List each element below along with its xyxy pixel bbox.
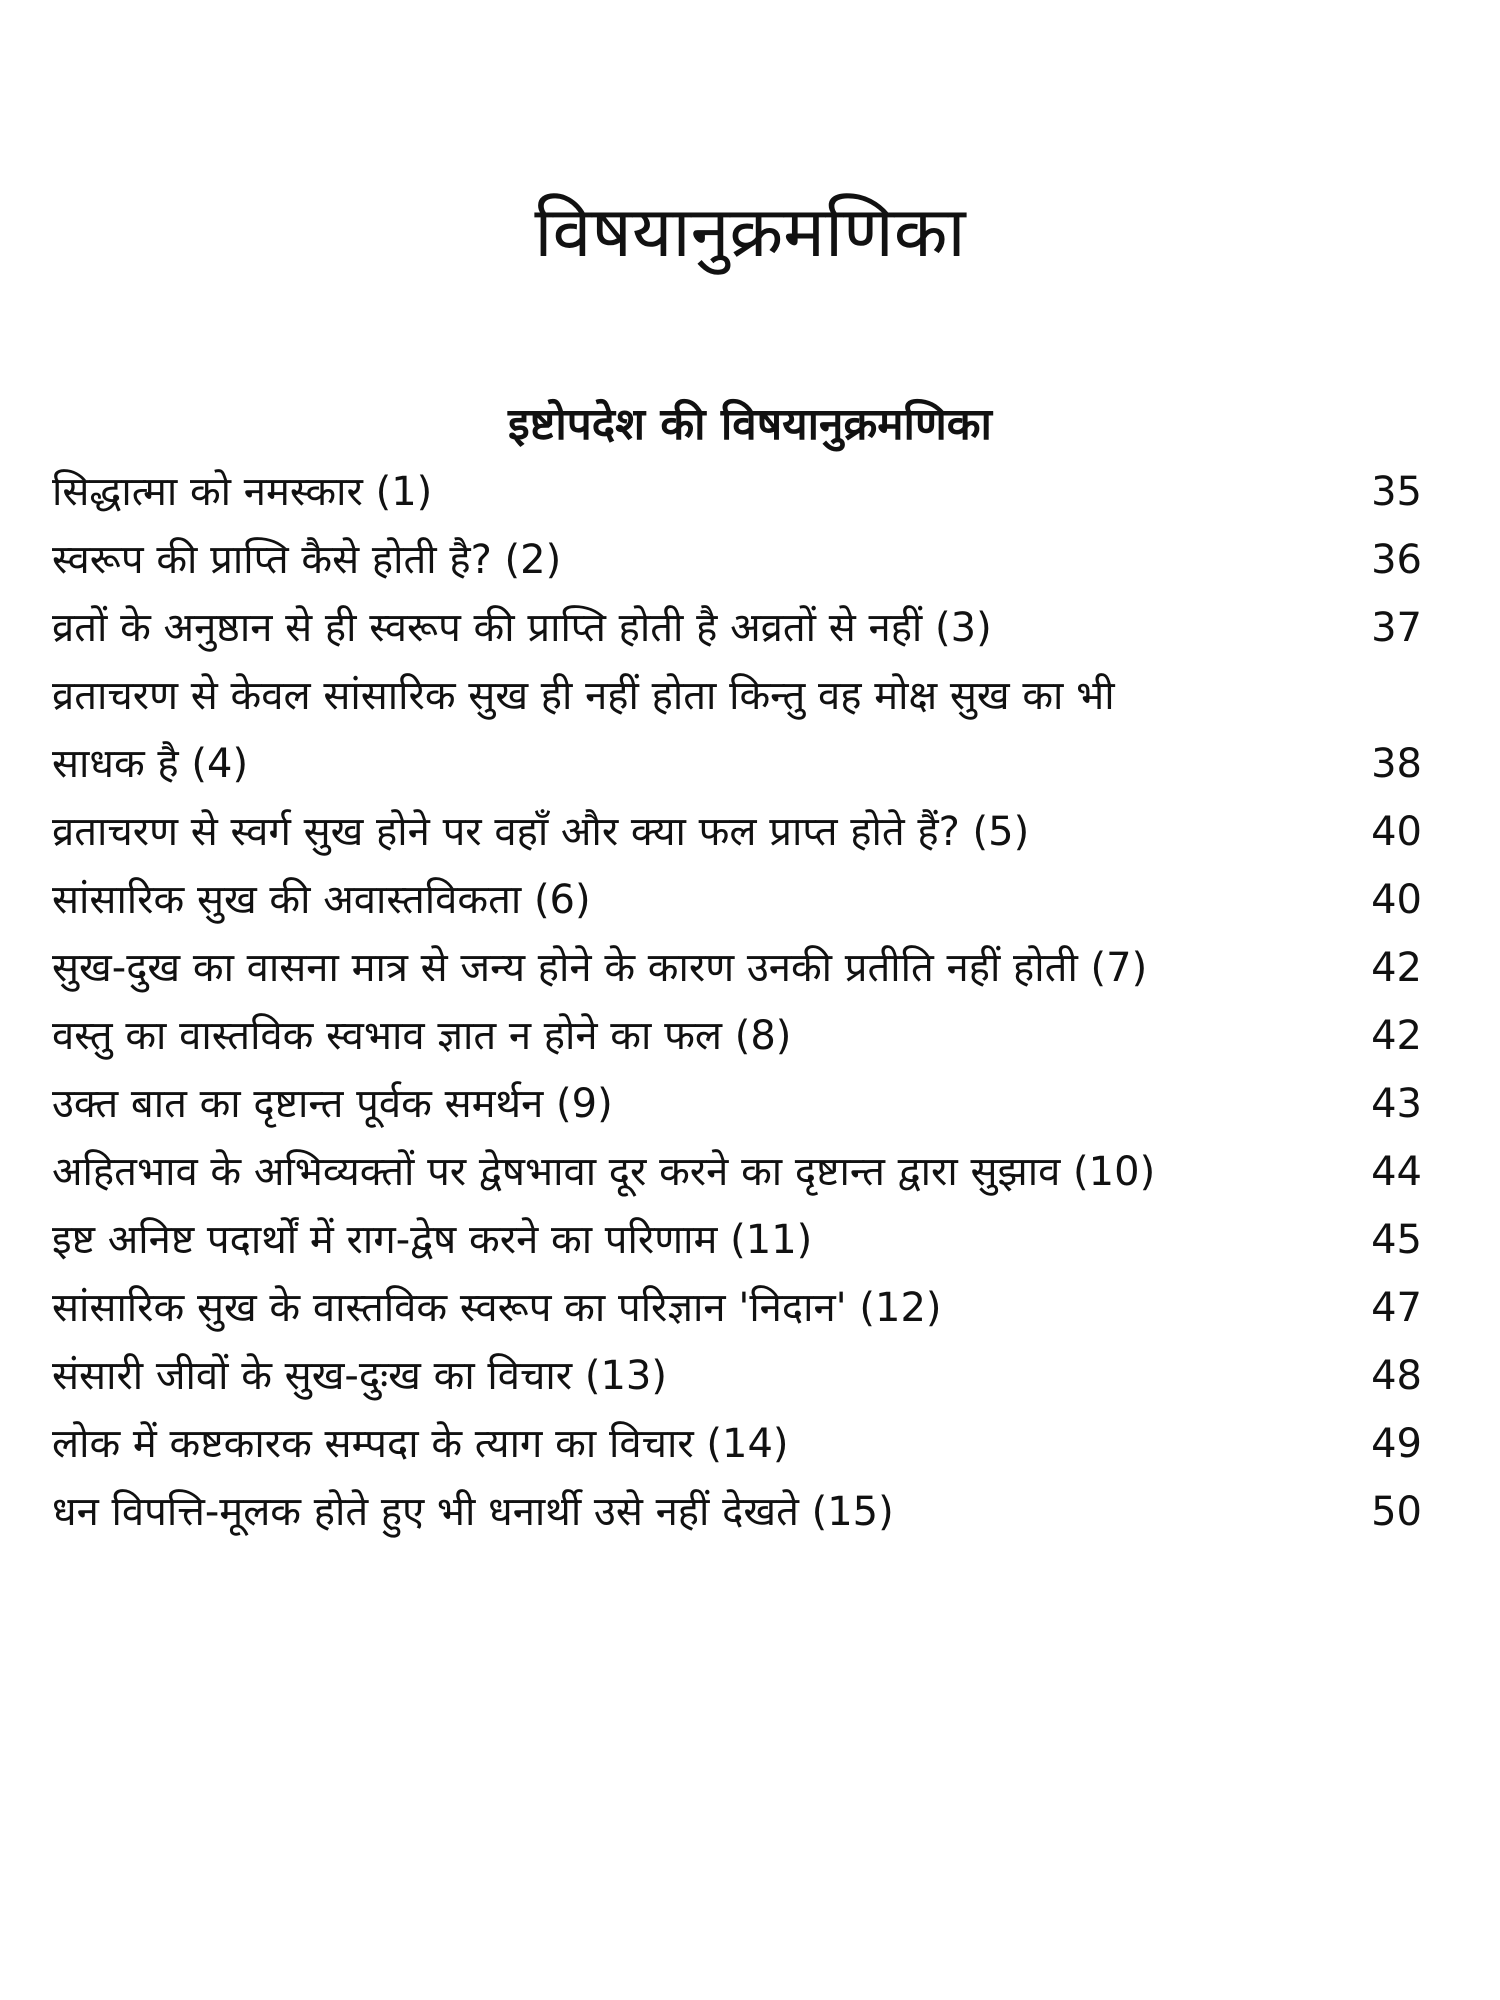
toc-entry [52, 1342, 1422, 1410]
toc-entry [52, 526, 1422, 594]
toc-entry-page: 40 [1371, 877, 1422, 923]
toc-entry-page: 47 [1371, 1285, 1422, 1331]
section-title: इष्टोपदेश की विषयानुक्रमणिका [508, 398, 992, 450]
toc-entry-text: संसारी जीवों के सुख-दुःख का विचार (13) [52, 1353, 667, 1399]
toc-entry [52, 1410, 1422, 1478]
toc-entry-text: सुख-दुख का वासना मात्र से जन्य होने के कारण उनकी प्रतीति नहीं होती (7) [52, 945, 1148, 991]
toc-entry-page: 36 [1371, 537, 1422, 583]
toc-entry [52, 1478, 1422, 1546]
toc-entry-text: वस्तु का वास्तविक स्वभाव ज्ञात न होने का फल (8) [52, 1013, 792, 1059]
toc-entry [52, 1206, 1422, 1274]
toc-entry-page: 43 [1371, 1081, 1422, 1127]
toc-entry-page: 42 [1371, 1013, 1422, 1059]
toc-entry-text: उक्त बात का दृष्टान्त पूर्वक समर्थन (9) [52, 1081, 613, 1127]
toc-entry [52, 458, 1422, 526]
toc-entry-text: अहितभाव के अभिव्यक्तों पर द्वेषभावा दूर करने का दृष्टान्त द्वारा सुझाव (10) [52, 1149, 1156, 1195]
toc-entry-page: 45 [1371, 1217, 1422, 1263]
table-of-contents [52, 458, 1422, 1546]
toc-entry [52, 662, 1422, 798]
toc-entry [52, 1274, 1422, 1342]
toc-entry-page: 40 [1371, 809, 1422, 855]
toc-entry-page: 42 [1371, 945, 1422, 991]
toc-entry-text: व्रताचरण से स्वर्ग सुख होने पर वहाँ और क्या फल प्राप्त होते हैं? (5) [52, 809, 1030, 855]
toc-entry [52, 1002, 1422, 1070]
toc-entry [52, 798, 1422, 866]
toc-entry-text: स्वरूप की प्राप्ति कैसे होती है? (2) [52, 537, 562, 583]
toc-entry [52, 594, 1422, 662]
toc-entry-page: 35 [1371, 469, 1422, 515]
page-title: विषयानुक्रमणिका [534, 190, 966, 273]
toc-entry-text: इष्ट अनिष्ट पदार्थों में राग-द्वेष करने का परिणाम (11) [52, 1217, 813, 1263]
toc-entry-text: सिद्धात्मा को नमस्कार (1) [52, 469, 433, 515]
toc-entry-text: सांसारिक सुख की अवास्तविकता (6) [52, 877, 591, 923]
toc-entry-page: 38 [1371, 741, 1422, 787]
toc-entry-page: 50 [1371, 1489, 1422, 1535]
toc-entry-page: 44 [1371, 1149, 1422, 1195]
toc-entry-text: व्रतों के अनुष्ठान से ही स्वरूप की प्राप्ति होती है अव्रतों से नहीं (3) [52, 605, 992, 651]
toc-entry-text: व्रताचरण से केवल सांसारिक सुख ही नहीं होता किन्तु वह मोक्ष सुख का भी साधक है (4) [52, 673, 1115, 787]
toc-entry [52, 934, 1422, 1002]
toc-entry [52, 1138, 1422, 1206]
toc-entry [52, 1070, 1422, 1138]
toc-entry-page: 37 [1371, 605, 1422, 651]
toc-entry-text: लोक में कष्टकारक सम्पदा के त्याग का विचार (14) [52, 1421, 789, 1467]
toc-entry-text: धन विपत्ति-मूलक होते हुए भी धनार्थी उसे नहीं देखते (15) [52, 1489, 894, 1535]
toc-entry-text: सांसारिक सुख के वास्तविक स्वरूप का परिज्ञान 'निदान' (12) [52, 1285, 942, 1331]
toc-entry [52, 866, 1422, 934]
toc-entry-page: 49 [1371, 1421, 1422, 1467]
toc-entry-page: 48 [1371, 1353, 1422, 1399]
